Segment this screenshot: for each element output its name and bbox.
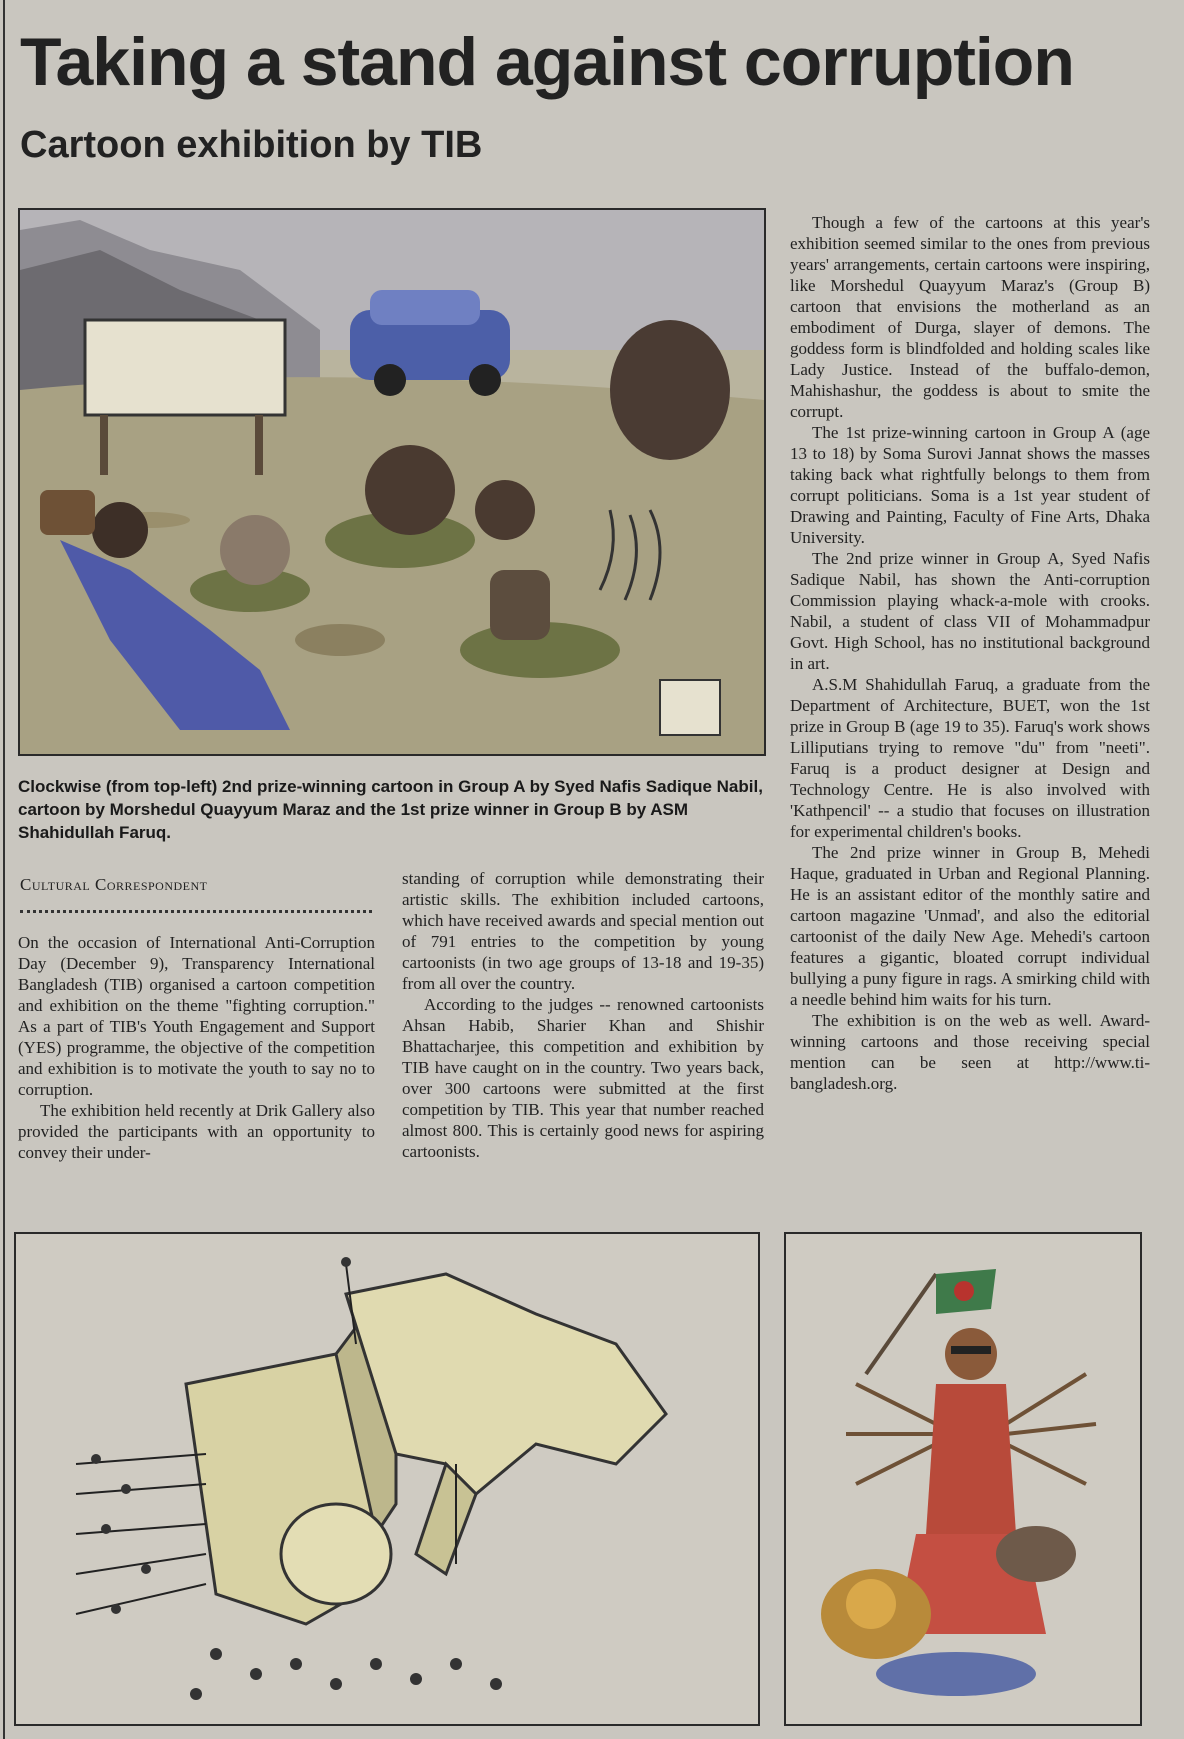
byline: Cultural Correspondent [20, 875, 208, 894]
article-column-1 [18, 932, 375, 1163]
article-column-2 [402, 868, 764, 1162]
paragraph: According to the judges -- renowned cartoonists Ahsan Habib, Sharier Khan and Shishir Bhattacharjee, this competition and exhibition by TIB have caught on in the country. Two years back, over 300 cartoons were submitted at the first competition by TIB. This year that number reached almost 800. This is certainly good news for aspiring cartoonists. [402, 995, 764, 1161]
paragraph: The exhibition held recently at Drik Gallery also provided the participants with an opportunity to convey their under- [18, 1101, 375, 1162]
cartoon-durga-illustration [786, 1234, 1140, 1724]
headline: Taking a stand against corruption [20, 24, 1074, 100]
cartoon-whack-a-mole [18, 208, 766, 756]
cartoon-lilliputians [14, 1232, 760, 1726]
paragraph: On the occasion of International Anti-Corruption Day (December 9), Transparency International Bangladesh (TIB) organised a cartoon competition and exhibition on the theme "fighting corruption." As a part of TIB's Youth Engagement and Support (YES) programme, the objective of the competition and exhibition is to motivate the youth to say no to corruption. [18, 933, 375, 1099]
subheadline: Cartoon exhibition by TIB [20, 124, 483, 166]
article-column-3 [790, 212, 1150, 1094]
cartoon-durga [784, 1232, 1142, 1726]
paragraph: The 2nd prize winner in Group B, Mehedi Haque, graduated in Urban and Regional Planning. He is an assistant editor of the monthly satire and cartoon magazine 'Unmad', and also the editorial cartoonist of the daily New Age. Mehedi's cartoon features a gigantic, bloated corrupt individual bullying a puny figure in rags. A smirking child with a needle behind him waits for his turn. [790, 843, 1150, 1009]
photo-caption: Clockwise (from top-left) 2nd prize-winning cartoon in Group A by Syed Nafis Sadique Nabil, cartoon by Morshedul Quayyum Maraz and the 1st prize winner in Group B by ASM Shahidullah Faruq. [18, 777, 763, 842]
paragraph: A.S.M Shahidullah Faruq, a graduate from the Department of Architecture, BUET, won the 1st prize in Group B (age 19 to 35). Faruq's work shows Lilliputians trying to remove "du" from "neeti". Faruq is a product designer at Design and Technology Centre. He is also involved with 'Kathpencil' -- a studio that focuses on illustration for experimental children's books. [790, 675, 1150, 841]
cartoon-whack-a-mole-illustration [20, 210, 764, 754]
column-rule [3, 0, 5, 1739]
paragraph: The 1st prize-winning cartoon in Group A (age 13 to 18) by Soma Surovi Jannat shows the masses taking back what rightfully belongs to them from corrupt politicians. Soma is a 1st year student of Drawing and Painting, Faculty of Fine Arts, Dhaka University. [790, 423, 1150, 547]
paragraph: The exhibition is on the web as well. Award-winning cartoons and those receiving special mention can be seen at http://www.ti-bangladesh.org. [790, 1011, 1150, 1093]
paragraph: standing of corruption while demonstrating their artistic skills. The exhibition included cartoons, which have received awards and special mention out of 791 entries to the competition by young cartoonists (in two age groups of 13-18 and 19-35) from all over the country. [402, 869, 764, 993]
cartoon-lilliputians-illustration [16, 1234, 758, 1724]
byline-divider [20, 910, 372, 913]
paragraph: Though a few of the cartoons at this year's exhibition seemed similar to the ones from previous years' arrangements, certain cartoons were inspiring, like Morshedul Quayyum Maraz's (Group B) cartoon that envisions the motherland as an embodiment of Durga, slayer of demons. The goddess form is blindfolded and holding scales like Lady Justice. Instead of the buffalo-demon, Mahishashur, the goddess is about to smite the corrupt. [790, 213, 1150, 421]
paragraph: The 2nd prize winner in Group A, Syed Nafis Sadique Nabil, has shown the Anti-corruption Commission playing whack-a-mole with crooks. Nabil, a student of class VII of Mohammadpur Govt. High School, has no institutional background in art. [790, 549, 1150, 673]
